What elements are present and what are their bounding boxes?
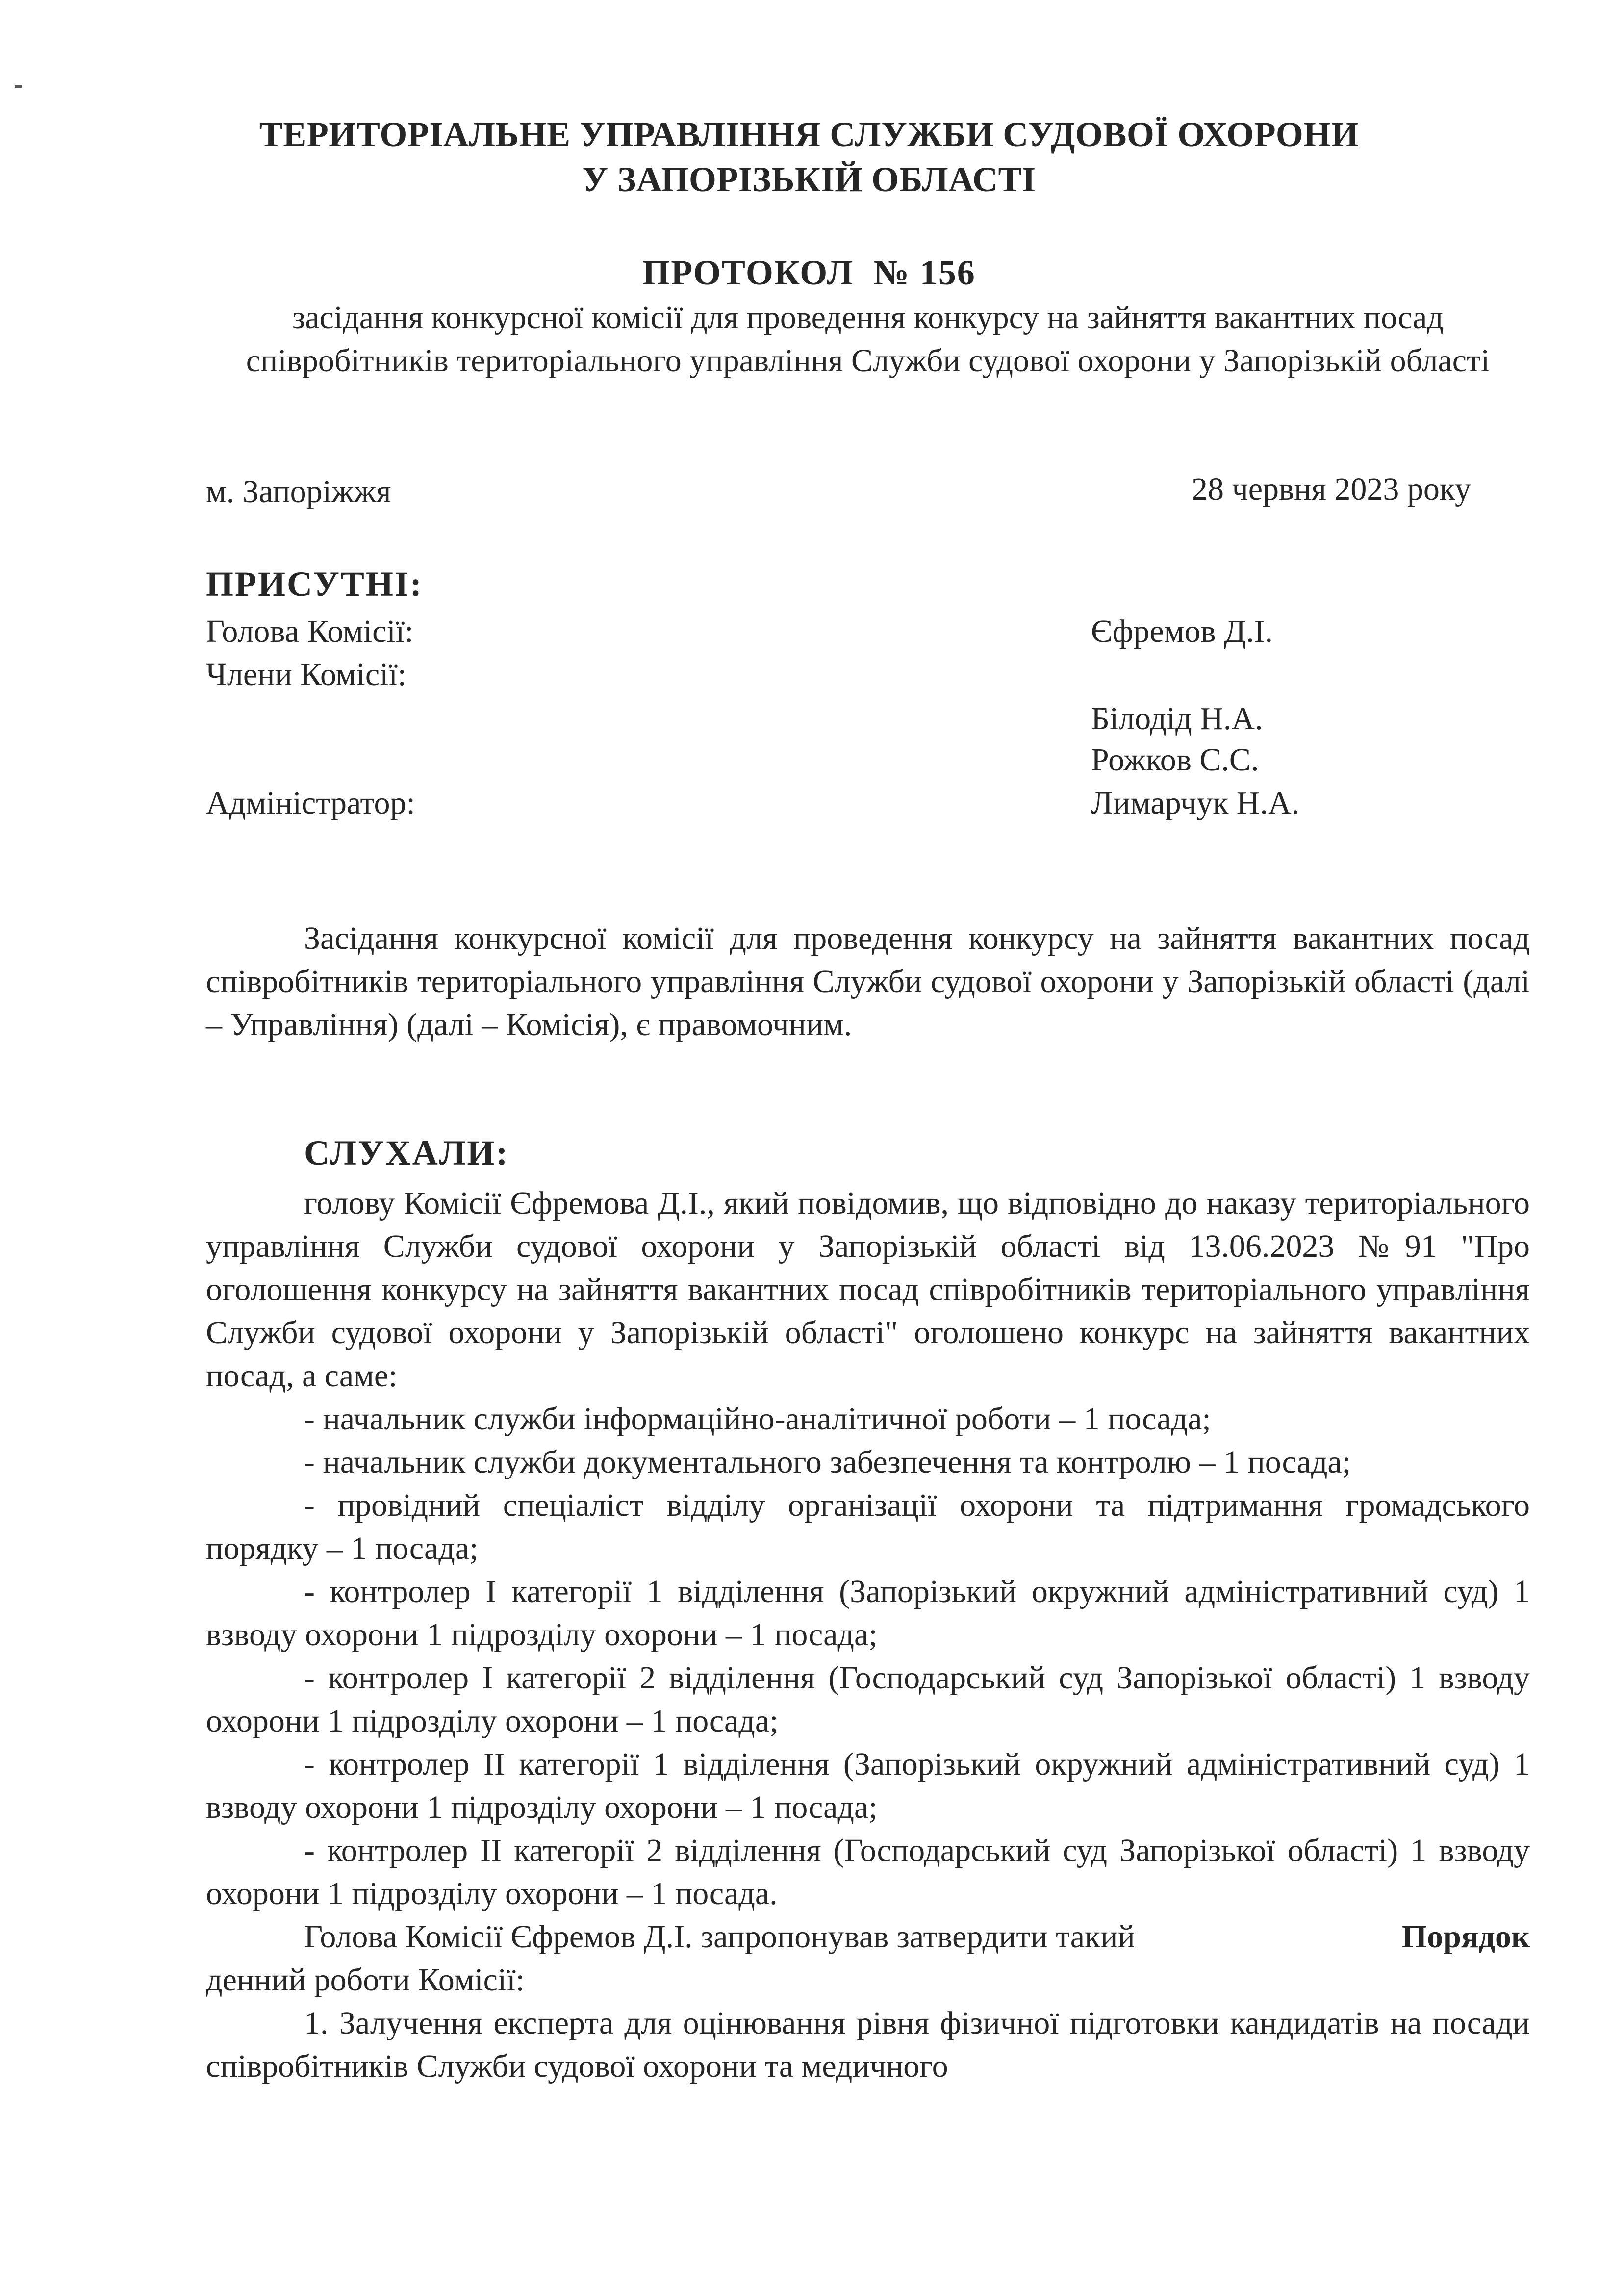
- city: м. Запоріжжя: [206, 474, 391, 510]
- quorum-paragraph: Засідання конкурсної комісії для проведення конкурсу на зайняття вакантних посад співробітників територіального управління Служби судової охорони у Запорізькій області (далі – Управління) (далі – Комісія), є правомочним.: [206, 920, 1530, 1043]
- position-item: - контролер ІІ категорії 2 відділення (Господарський суд Запорізької області) 1 взводу охорони 1 підрозділу охорони – 1 посада.: [206, 1833, 1530, 1912]
- position-item: - контролер ІІ категорії 1 відділення (Запорізький окружний адміністративний суд) 1 взводу охорони 1 підрозділу охорони – 1 посада;: [206, 1746, 1530, 1825]
- position-item: - начальник служби інформаційно-аналітичної роботи – 1 посада;: [304, 1401, 1211, 1437]
- agenda-intro: Голова Комісії Єфремов Д.І. запропонував затвердити такий: [304, 1919, 1135, 1955]
- agenda-intro-end: денний роботи Комісії:: [206, 1962, 525, 1998]
- protocol-subtitle: засідання конкурсної комісії для проведення конкурсу на зайняття вакантних посад співробітників територіального управління Служби судової охорони у Запорізькій області: [246, 300, 1490, 379]
- scan-mark: [15, 85, 22, 88]
- member-name: Білодід Н.А.: [1091, 701, 1263, 737]
- position-item: - начальник служби документального забезпечення та контролю – 1 посада;: [304, 1444, 1351, 1480]
- position-item: - контролер І категорії 2 відділення (Господарський суд Запорізької області) 1 взводу охорони 1 підрозділу охорони – 1 посада;: [206, 1660, 1530, 1739]
- organization-header: [98, 112, 1520, 202]
- quorum-paragraph-block: [206, 917, 1530, 1046]
- present-heading: ПРИСУТНІ:: [206, 564, 423, 604]
- position-item: - контролер І категорії 1 відділення (Запорізький окружний адміністративний суд) 1 взводу охорони 1 підрозділу охорони – 1 посада;: [206, 1574, 1530, 1653]
- admin-name: Лимарчук Н.А.: [1091, 785, 1300, 821]
- member-name: Рожков С.С.: [1091, 742, 1259, 778]
- chair-label: Голова Комісії:: [206, 613, 414, 649]
- heard-section: [206, 1182, 1530, 2088]
- heard-heading: СЛУХАЛИ:: [304, 1133, 509, 1172]
- agenda-intro-paragraph: [206, 1915, 1530, 1959]
- organization-line-1: ТЕРИТОРІАЛЬНЕ УПРАВЛІННЯ СЛУЖБИ СУДОВОЇ ОХОРОНИ: [259, 115, 1359, 154]
- agenda-item-1: 1. Залучення експерта для оцінювання рівня фізичної підготовки кандидатів на посади співробітників Служби судової охорони та медичного: [206, 2005, 1530, 2084]
- organization-line-2: У ЗАПОРІЗЬКІЙ ОБЛАСТІ: [582, 160, 1036, 199]
- chair-name: Єфремов Д.І.: [1091, 613, 1273, 649]
- members-label: Члени Комісії:: [206, 657, 407, 692]
- admin-label: Адміністратор:: [206, 785, 415, 821]
- date: 28 червня 2023 року: [1192, 471, 1471, 507]
- protocol-title: ПРОТОКОЛ № 156: [642, 253, 976, 292]
- agenda-bold-word: Порядок: [1401, 1919, 1530, 1955]
- heard-paragraph: голову Комісії Єфремова Д.І., який повідомив, що відповідно до наказу територіального управління Служби судової охорони у Запорізькій області від 13.06.2023 №91 "Про оголошення конкурсу на зайняття вакантних посад співробітників територіального управління Служби судової охорони у Запорізькій області" оголошено конкурс на зайняття вакантних посад, а саме:: [206, 1185, 1530, 1394]
- position-item: - провідний спеціаліст відділу організації охорони та підтримання громадського порядку – 1 посада;: [206, 1487, 1530, 1566]
